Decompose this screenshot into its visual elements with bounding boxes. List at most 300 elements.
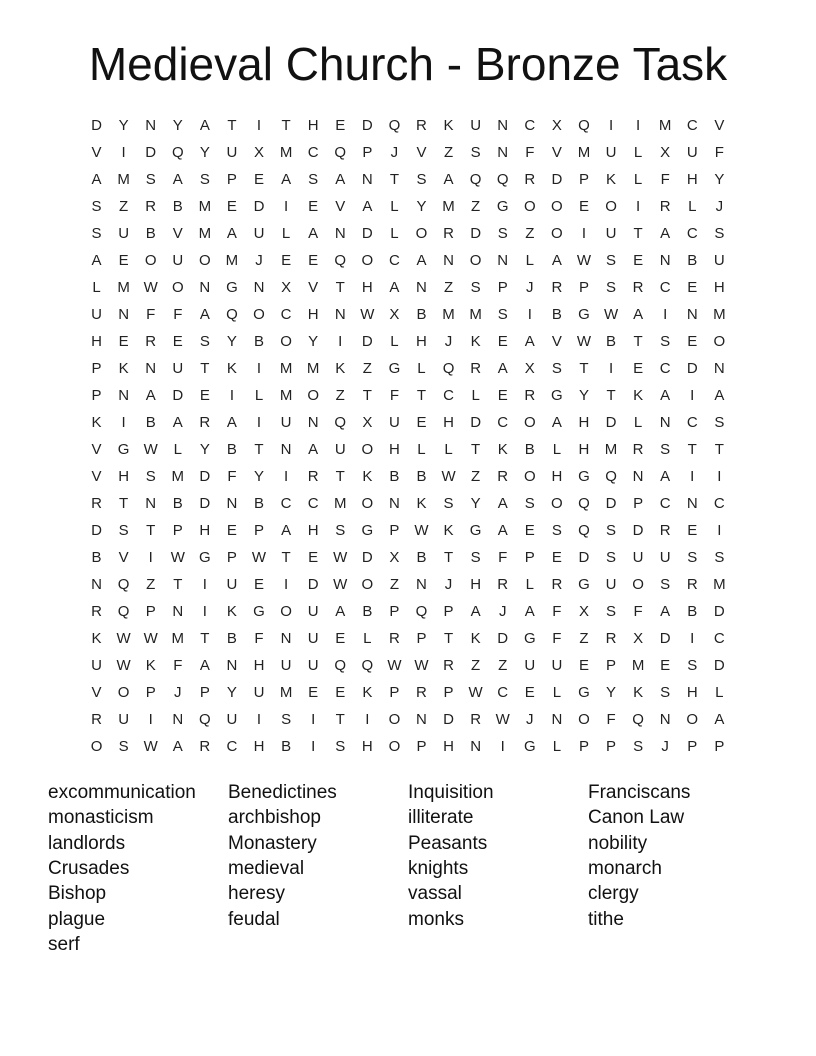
- grid-letter: B: [254, 495, 265, 512]
- grid-letter: S: [91, 225, 102, 242]
- grid-letter: P: [199, 684, 210, 701]
- grid-letter: N: [497, 117, 509, 134]
- word-list-item: Crusades: [48, 858, 130, 880]
- grid-letter: Z: [335, 387, 345, 404]
- grid-letter: R: [91, 603, 102, 620]
- grid-letter: E: [497, 333, 508, 350]
- grid-letter: S: [335, 738, 346, 755]
- grid-row: [83, 166, 733, 193]
- grid-letter: P: [578, 738, 589, 755]
- grid-letter: E: [335, 630, 346, 647]
- grid-letter: L: [471, 387, 480, 404]
- grid-letter: M: [279, 387, 293, 404]
- grid-letter: W: [414, 657, 429, 674]
- word-list-item: Inquisition: [408, 782, 494, 804]
- grid-letter: A: [714, 387, 725, 404]
- grid-letter: D: [470, 225, 482, 242]
- grid-letter: S: [497, 225, 508, 242]
- word-list-row: [48, 932, 788, 957]
- grid-letter: A: [660, 225, 671, 242]
- grid-letter: L: [444, 441, 453, 458]
- grid-letter: W: [333, 549, 348, 566]
- grid-letter: O: [361, 441, 374, 458]
- grid-letter: K: [226, 360, 237, 377]
- grid-letter: H: [686, 171, 698, 188]
- grid-row: [83, 193, 733, 220]
- grid-letter: S: [118, 522, 129, 539]
- grid-letter: K: [633, 684, 644, 701]
- grid-letter: D: [686, 360, 698, 377]
- grid-row: [83, 706, 733, 733]
- grid-letter: B: [226, 630, 237, 647]
- grid-row: [83, 436, 733, 463]
- grid-letter: D: [199, 495, 211, 512]
- grid-letter: L: [525, 252, 534, 269]
- grid-letter: P: [633, 495, 644, 512]
- grid-letter: T: [633, 333, 643, 350]
- grid-letter: E: [335, 117, 346, 134]
- grid-letter: H: [361, 738, 373, 755]
- grid-letter: I: [527, 306, 532, 323]
- grid-letter: U: [713, 252, 725, 269]
- grid-letter: S: [470, 279, 481, 296]
- grid-letter: C: [713, 495, 725, 512]
- grid-letter: I: [690, 387, 695, 404]
- grid-letter: R: [145, 198, 157, 215]
- grid-letter: V: [416, 144, 427, 161]
- grid-letter: D: [713, 657, 725, 674]
- grid-letter: D: [605, 495, 617, 512]
- grid-letter: L: [390, 225, 399, 242]
- grid-letter: H: [199, 522, 211, 539]
- page-title: Medieval Church - Bronze Task: [88, 38, 728, 90]
- grid-letter: Y: [172, 117, 183, 134]
- grid-letter: A: [91, 252, 102, 269]
- grid-letter: I: [690, 630, 695, 647]
- grid-letter: P: [226, 549, 237, 566]
- word-list-item: knights: [408, 858, 469, 880]
- grid-row: [83, 679, 733, 706]
- grid-letter: T: [362, 387, 372, 404]
- grid-letter: I: [121, 144, 126, 161]
- grid-letter: R: [443, 225, 454, 242]
- grid-letter: A: [551, 414, 562, 431]
- word-list-item: serf: [48, 933, 80, 955]
- grid-letter: N: [334, 306, 346, 323]
- grid-row: [83, 463, 733, 490]
- grid-letter: C: [524, 117, 536, 134]
- grid-letter: J: [444, 576, 453, 593]
- grid-row: [83, 301, 733, 328]
- grid-letter: S: [687, 657, 698, 674]
- grid-letter: E: [578, 657, 589, 674]
- grid-letter: B: [389, 468, 400, 485]
- grid-letter: S: [91, 198, 102, 215]
- grid-letter: Q: [334, 657, 347, 674]
- grid-letter: O: [388, 711, 401, 728]
- grid-letter: Y: [470, 495, 481, 512]
- grid-row: [83, 409, 733, 436]
- grid-letter: Z: [362, 360, 372, 377]
- grid-letter: Q: [334, 144, 347, 161]
- grid-letter: R: [388, 630, 400, 647]
- grid-letter: Q: [469, 171, 482, 188]
- grid-letter: Z: [471, 657, 481, 674]
- grid-letter: F: [633, 603, 643, 620]
- grid-letter: P: [443, 684, 454, 701]
- grid-letter: I: [717, 522, 722, 539]
- grid-letter: E: [551, 549, 562, 566]
- grid-letter: D: [632, 522, 644, 539]
- grid-letter: R: [659, 198, 671, 215]
- grid-letter: H: [388, 441, 400, 458]
- grid-letter: G: [523, 738, 536, 755]
- grid-letter: W: [576, 252, 592, 269]
- grid-letter: T: [687, 441, 697, 458]
- grid-letter: A: [308, 225, 319, 242]
- grid-letter: A: [633, 306, 644, 323]
- grid-letter: B: [172, 495, 183, 512]
- word-list-item: Benedictines: [228, 782, 337, 804]
- grid-letter: U: [388, 414, 400, 431]
- grid-letter: Y: [308, 333, 319, 350]
- grid-letter: G: [551, 387, 563, 404]
- grid-letter: U: [226, 711, 238, 728]
- grid-letter: P: [389, 603, 400, 620]
- grid-letter: D: [199, 468, 211, 485]
- grid-letter: C: [686, 225, 698, 242]
- grid-letter: I: [608, 360, 614, 377]
- grid-letter: A: [91, 171, 102, 188]
- grid-letter: N: [361, 171, 373, 188]
- grid-letter: M: [631, 657, 645, 674]
- grid-letter: B: [416, 306, 427, 323]
- grid-letter: D: [361, 549, 373, 566]
- grid-letter: P: [389, 522, 400, 539]
- grid-letter: N: [145, 360, 157, 377]
- grid-letter: K: [226, 603, 237, 620]
- grid-letter: C: [713, 630, 725, 647]
- grid-letter: Z: [471, 468, 481, 485]
- grid-letter: X: [578, 603, 589, 620]
- grid-letter: Z: [443, 144, 454, 161]
- grid-letter: Y: [606, 684, 617, 701]
- grid-letter: D: [443, 711, 454, 728]
- grid-letter: L: [417, 360, 426, 377]
- grid-letter: T: [146, 522, 156, 539]
- grid-letter: G: [523, 630, 536, 647]
- grid-letter: T: [579, 360, 589, 377]
- grid-letter: E: [687, 522, 698, 539]
- grid-letter: G: [117, 441, 130, 458]
- grid-letter: O: [551, 495, 563, 512]
- grid-letter: W: [116, 657, 131, 674]
- grid-letter: N: [470, 738, 482, 755]
- grid-letter: L: [390, 198, 399, 215]
- grid-letter: B: [416, 549, 427, 566]
- grid-letter: R: [497, 576, 509, 593]
- grid-letter: O: [713, 333, 726, 350]
- word-list-row: [48, 805, 788, 830]
- grid-letter: A: [199, 306, 210, 323]
- grid-letter: O: [523, 468, 536, 485]
- word-list-row: [48, 780, 788, 805]
- grid-letter: R: [307, 468, 319, 485]
- grid-row: [83, 733, 733, 760]
- grid-letter: Y: [714, 171, 725, 188]
- grid-letter: I: [636, 198, 641, 215]
- grid-letter: A: [199, 657, 210, 674]
- grid-letter: I: [148, 711, 153, 728]
- grid-letter: R: [470, 360, 482, 377]
- grid-letter: A: [497, 522, 508, 539]
- grid-letter: A: [497, 495, 508, 512]
- grid-letter: U: [605, 576, 617, 593]
- grid-letter: J: [255, 252, 263, 269]
- grid-letter: O: [171, 279, 184, 296]
- grid-letter: J: [174, 684, 182, 701]
- grid-letter: W: [170, 549, 185, 566]
- grid-letter: N: [497, 252, 509, 269]
- grid-letter: V: [91, 468, 102, 485]
- grid-letter: N: [226, 657, 238, 674]
- grid-letter: U: [605, 144, 617, 161]
- grid-letter: L: [173, 441, 182, 458]
- grid-letter: B: [524, 441, 535, 458]
- grid-letter: F: [552, 630, 562, 647]
- grid-letter: U: [91, 657, 102, 674]
- grid-letter: R: [497, 468, 509, 485]
- grid-letter: O: [578, 711, 590, 728]
- grid-letter: D: [551, 171, 563, 188]
- grid-letter: D: [497, 630, 509, 647]
- grid-letter: S: [416, 171, 427, 188]
- grid-letter: D: [91, 117, 102, 134]
- grid-letter: K: [362, 468, 373, 485]
- grid-letter: P: [172, 522, 183, 539]
- word-list-item: Bishop: [48, 883, 107, 905]
- grid-letter: Y: [226, 333, 237, 350]
- grid-letter: O: [280, 333, 292, 350]
- grid-row: [83, 382, 733, 409]
- grid-letter: H: [578, 414, 590, 431]
- grid-letter: L: [633, 414, 643, 431]
- word-list-item: illiterate: [408, 807, 474, 829]
- grid-letter: G: [388, 360, 401, 377]
- grid-letter: I: [500, 738, 505, 755]
- grid-letter: Q: [334, 252, 347, 269]
- grid-letter: B: [687, 603, 698, 620]
- word-list-item: excommunication: [48, 782, 196, 804]
- grid-letter: Q: [578, 522, 590, 539]
- grid-letter: S: [470, 144, 481, 161]
- grid-letter: N: [307, 414, 319, 431]
- grid-letter: R: [659, 522, 671, 539]
- word-list-item: Canon Law: [588, 807, 685, 829]
- grid-letter: E: [199, 387, 210, 404]
- grid-letter: G: [578, 576, 590, 593]
- grid-letter: I: [121, 414, 126, 431]
- word-list-item: nobility: [588, 832, 648, 854]
- grid-letter: D: [361, 225, 373, 242]
- grid-letter: R: [551, 576, 563, 593]
- grid-letter: N: [91, 576, 102, 593]
- grid-letter: P: [443, 603, 454, 620]
- grid-letter: M: [117, 279, 130, 296]
- grid-letter: V: [91, 441, 102, 458]
- grid-letter: I: [256, 360, 262, 377]
- grid-letter: F: [606, 711, 616, 728]
- grid-letter: U: [253, 225, 265, 242]
- grid-letter: M: [442, 198, 455, 215]
- grid-letter: W: [333, 576, 348, 593]
- grid-letter: A: [172, 171, 183, 188]
- grid-row: [83, 220, 733, 247]
- grid-letter: T: [633, 225, 643, 242]
- grid-letter: A: [416, 252, 427, 269]
- grid-letter: A: [281, 171, 292, 188]
- grid-letter: Z: [525, 225, 535, 242]
- grid-letter: S: [660, 684, 671, 701]
- grid-letter: N: [118, 387, 130, 404]
- grid-letter: W: [116, 630, 131, 647]
- grid-letter: Q: [199, 711, 211, 728]
- grid-letter: N: [145, 117, 157, 134]
- grid-letter: Z: [119, 198, 129, 215]
- grid-row: [83, 625, 733, 652]
- grid-letter: H: [118, 468, 130, 485]
- grid-letter: O: [686, 711, 699, 728]
- grid-letter: L: [92, 279, 101, 296]
- grid-letter: N: [659, 414, 671, 431]
- grid-row: [83, 598, 733, 625]
- grid-letter: E: [254, 576, 265, 593]
- grid-letter: N: [226, 495, 238, 512]
- grid-letter: H: [416, 333, 427, 350]
- grid-letter: L: [552, 684, 562, 701]
- grid-letter: R: [470, 711, 482, 728]
- grid-letter: M: [442, 306, 455, 323]
- grid-letter: B: [226, 441, 237, 458]
- word-list-item: landlords: [48, 832, 126, 854]
- grid-letter: O: [551, 225, 563, 242]
- grid-letter: X: [660, 144, 671, 161]
- word-list-item: heresy: [228, 883, 286, 905]
- grid-letter: P: [389, 684, 400, 701]
- grid-letter: H: [713, 279, 725, 296]
- grid-letter: C: [659, 279, 671, 296]
- grid-letter: S: [281, 711, 292, 728]
- grid-letter: L: [281, 225, 291, 242]
- grid-letter: R: [524, 387, 536, 404]
- grid-letter: O: [253, 306, 265, 323]
- grid-row: [83, 517, 733, 544]
- grid-letter: Z: [443, 279, 454, 296]
- grid-letter: S: [308, 171, 319, 188]
- grid-letter: P: [226, 171, 237, 188]
- grid-letter: T: [714, 441, 724, 458]
- grid-letter: P: [362, 144, 373, 161]
- grid-letter: S: [145, 171, 156, 188]
- grid-letter: N: [686, 306, 698, 323]
- grid-letter: Z: [146, 576, 156, 593]
- grid-letter: S: [660, 333, 671, 350]
- grid-letter: O: [388, 738, 401, 755]
- word-list-item: Monastery: [228, 832, 317, 854]
- grid-letter: F: [173, 306, 183, 323]
- grid-letter: S: [606, 279, 617, 296]
- grid-letter: R: [605, 630, 617, 647]
- grid-letter: I: [284, 468, 289, 485]
- grid-letter: T: [335, 279, 345, 296]
- grid-letter: H: [443, 738, 454, 755]
- grid-letter: G: [253, 603, 265, 620]
- grid-letter: U: [280, 657, 292, 674]
- grid-letter: F: [173, 657, 183, 674]
- grid-letter: P: [145, 684, 156, 701]
- grid-letter: Q: [117, 576, 130, 593]
- grid-letter: N: [659, 252, 671, 269]
- grid-letter: Z: [498, 657, 508, 674]
- grid-letter: B: [606, 333, 617, 350]
- grid-letter: P: [687, 738, 698, 755]
- grid-letter: L: [390, 333, 399, 350]
- grid-letter: D: [91, 522, 102, 539]
- grid-letter: U: [226, 576, 238, 593]
- grid-letter: E: [308, 549, 319, 566]
- grid-letter: I: [365, 711, 370, 728]
- grid-letter: A: [335, 603, 346, 620]
- grid-letter: N: [497, 144, 509, 161]
- grid-letter: N: [280, 630, 292, 647]
- grid-letter: U: [334, 441, 346, 458]
- grid-letter: J: [390, 144, 399, 161]
- grid-letter: G: [361, 522, 374, 539]
- grid-letter: V: [551, 144, 562, 161]
- grid-letter: C: [497, 684, 509, 701]
- grid-letter: I: [202, 576, 207, 593]
- grid-letter: I: [202, 603, 207, 620]
- grid-letter: N: [713, 360, 725, 377]
- grid-letter: E: [172, 333, 183, 350]
- grid-letter: T: [227, 117, 237, 134]
- grid-letter: K: [470, 630, 481, 647]
- grid-letter: D: [605, 414, 617, 431]
- grid-letter: T: [119, 495, 129, 512]
- grid-letter: U: [172, 252, 184, 269]
- grid-letter: U: [118, 225, 130, 242]
- grid-letter: F: [525, 144, 535, 161]
- word-list-item: Franciscans: [588, 782, 691, 804]
- grid-letter: F: [552, 603, 562, 620]
- grid-letter: G: [226, 279, 238, 296]
- grid-letter: O: [280, 603, 292, 620]
- grid-letter: T: [443, 630, 454, 647]
- grid-letter: N: [334, 225, 346, 242]
- grid-letter: U: [470, 117, 482, 134]
- grid-letter: I: [256, 414, 262, 431]
- grid-letter: C: [307, 495, 319, 512]
- grid-letter: G: [496, 198, 509, 215]
- grid-row: [83, 328, 733, 355]
- grid-letter: P: [254, 522, 265, 539]
- grid-letter: B: [362, 603, 373, 620]
- grid-letter: Q: [226, 306, 238, 323]
- grid-letter: V: [91, 684, 102, 701]
- grid-letter: U: [307, 603, 319, 620]
- grid-row: [83, 247, 733, 274]
- grid-letter: F: [714, 144, 724, 161]
